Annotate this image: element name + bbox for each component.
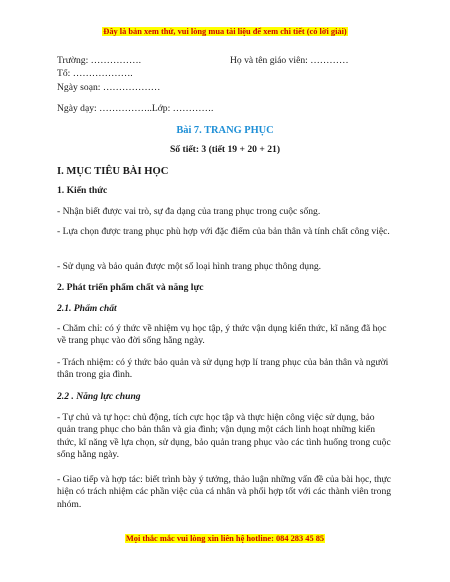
teach-date-label: Ngày dạy: …………….. — [57, 103, 152, 114]
knowledge-item: - Sử dụng và bảo quản được một số loại hình trang phục thông dụng. — [57, 261, 322, 272]
lesson-title: Bài 7. TRANG PHỤC — [176, 125, 274, 136]
competence-item: - Tự chủ và tự học: chủ động, tích cực học tập và thực hiện công việc sử dụng, bảo quản trang phục cho bản thân và gia đình; vận dụng một cách linh hoạt những kiến thức, kĩ năng về lựa chọn, sử dụng, bảo quản trang phục vào các tình huống trong cuộc sống hằng ngày. — [57, 412, 391, 461]
competence-item: - Giao tiếp và hợp tác: biết trình bày ý tưởng, thảo luận những vấn đề của bài học, thực hiện có trách nhiệm các phần việc của cá nhân và phối hợp tốt với các thành viên trong nhóm. — [57, 474, 392, 510]
teach-date-field — [57, 103, 213, 115]
quality-item: - Chăm chỉ: có ý thức về nhiệm vụ học tập, ý thức vận dụng kiến thức, kĩ năng đã học về trang phục vào đời sống hằng ngày. — [57, 323, 387, 347]
knowledge-heading: 1. Kiến thức — [57, 185, 108, 196]
school-field: Trường: ……………. — [57, 55, 142, 66]
hotline-banner — [0, 534, 450, 545]
competence-heading: 2.2 . Năng lực chung — [57, 391, 141, 402]
preview-banner-text: Đây là bản xem thử, vui lòng mua tài liệu để xem chi tiết (có lời giải) — [103, 27, 347, 36]
group-field: Tổ: ………………. — [57, 68, 133, 79]
periods-label: Số tiết: 3 (tiết 19 + 20 + 21) — [169, 144, 281, 155]
teacher-field: Họ và tên giáo viên: ………… — [230, 55, 349, 66]
class-label: Lớp: …………. — [151, 103, 214, 114]
knowledge-item: - Lựa chọn được trang phục phù hợp với đặc điểm của bản thân và tính chất công việc. — [57, 226, 390, 237]
hotline-banner-text: Mọi thắc mắc vui lòng xin liên hệ hotline: 084 283 45 85 — [125, 534, 325, 543]
preview-banner — [0, 27, 450, 38]
section-objectives-heading: I. MỤC TIÊU BÀI HỌC — [57, 166, 169, 177]
prep-date-field: Ngày soạn: ……………… — [57, 82, 161, 93]
quality-item: - Trách nhiệm: có ý thức bảo quản và sử dụng hợp lí trang phục của bản thân và người thân trong gia đình. — [57, 357, 389, 381]
ability-heading: 2. Phát triển phẩm chất và năng lực — [57, 282, 204, 293]
quality-heading: 2.1. Phẩm chất — [57, 303, 117, 314]
knowledge-item: - Nhận biết được vai trò, sự đa dạng của trang phục trong cuộc sống. — [57, 206, 321, 217]
